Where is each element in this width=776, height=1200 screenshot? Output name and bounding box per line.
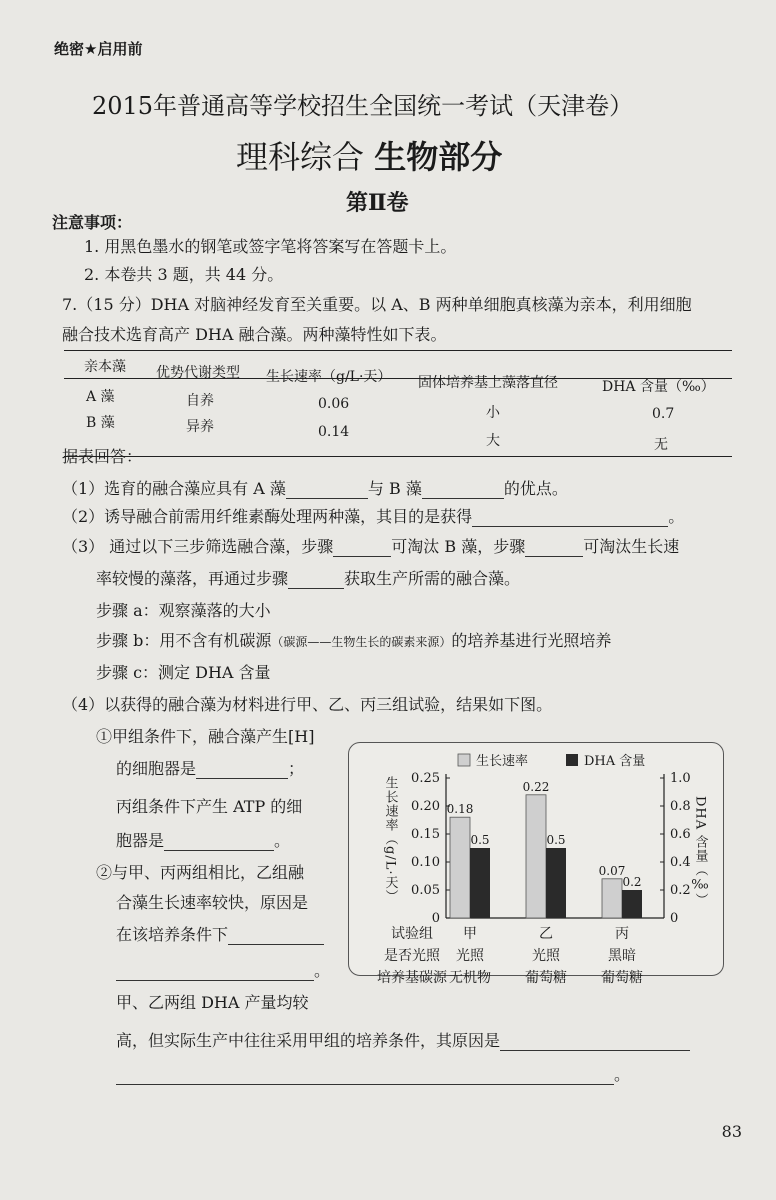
table-header: 亲本藻	[84, 359, 126, 375]
q4-part2-line4	[116, 958, 330, 981]
q4-text: 。	[274, 831, 291, 850]
q4-part1-line4	[116, 828, 290, 851]
category-label: 甲	[463, 926, 477, 942]
right-axis-tick-label: 0.2	[670, 883, 691, 898]
legend-swatch-growth	[458, 754, 470, 766]
data-label-growth: 0.07	[598, 863, 626, 878]
right-axis-tick-label: 1.0	[670, 771, 691, 786]
question-3-line2	[96, 566, 520, 589]
q4-part1-line3: 丙组条件下产生 ATP 的细	[116, 797, 303, 816]
note-item-1: 1. 用黑色墨水的钢笔或签字笔将答案写在答题卡上。	[84, 237, 457, 256]
category-carbon-label: 无机物	[449, 970, 491, 986]
q4-text: 胞器是	[116, 831, 165, 850]
q3-text-d: 率较慢的藻落，再通过步骤	[96, 569, 289, 588]
q2-text-a: （2）诱导融合前需用纤维素酶处理两种藻，其目的是获得	[62, 507, 473, 526]
data-label-dha: 0.5	[470, 833, 490, 847]
row-label: 培养基碳源	[377, 970, 447, 986]
q1-answer-blank-2[interactable]	[422, 482, 504, 499]
legend-label-dha: DHA 含量	[584, 754, 646, 769]
data-label-growth: 0.18	[446, 802, 474, 817]
right-axis-tick-label: 0.6	[670, 827, 691, 842]
data-label-dha: 0.5	[546, 833, 566, 847]
left-axis-label: 生长速率（g/L·天）	[382, 776, 398, 904]
q4-answer-blank-5[interactable]	[500, 1034, 690, 1051]
q4-text: 。	[314, 961, 331, 980]
q4-part2-line3	[116, 922, 324, 945]
answer-prompt: 据表回答：	[62, 447, 143, 466]
left-axis-tick-label: 0.05	[411, 883, 440, 898]
table-header: 生长速率（g/L·天）	[266, 369, 392, 385]
step-c: 步骤 c：测定 DHA 含量	[96, 663, 271, 682]
q4-part2-line1: ②与甲、丙两组相比，乙组融	[96, 863, 305, 882]
q4-text: 高，但实际生产中往往采用甲组的培养条件，其原因是	[116, 1031, 501, 1050]
confidential-label: 绝密★启用前	[54, 40, 143, 58]
q4-part3-line1: 甲、乙两组 DHA 产量均较	[116, 993, 309, 1012]
section-name: 生物部分	[374, 138, 503, 176]
right-axis-tick-label: 0.8	[670, 799, 691, 814]
step-b	[96, 628, 611, 651]
legend-label-growth: 生长速率	[476, 754, 529, 769]
table-header: 优势代谢类型	[156, 365, 240, 381]
right-axis-label: DHA 含量（‰）	[692, 796, 708, 908]
q3-answer-blank-3[interactable]	[288, 572, 344, 589]
bar-growth-rate	[450, 817, 470, 918]
question-1	[62, 476, 568, 499]
table-cell: 0.7	[652, 406, 675, 422]
q4-answer-blank-4[interactable]	[116, 964, 314, 981]
q3-text-c: 可淘汰生长速	[583, 537, 680, 556]
q1-text-a: （1）选育的融合藻应具有 A 藻	[62, 479, 286, 498]
q4-answer-blank-2[interactable]	[164, 834, 274, 851]
right-axis-tick-label: 0.4	[670, 855, 691, 870]
table-cell: 异养	[186, 419, 214, 435]
table-cell: B 藻	[86, 415, 115, 431]
page-number: 83	[721, 1122, 742, 1141]
exam-title: 2015年普通高等学校招生全国统一考试（天津卷）	[92, 92, 634, 120]
left-axis-tick-label: 0	[431, 911, 440, 926]
subject-title	[236, 132, 502, 178]
table-cell: 0.14	[318, 424, 350, 440]
left-axis-tick-label: 0.20	[411, 799, 440, 814]
q3-text-b: 可淘汰 B 藻，步骤	[391, 537, 526, 556]
results-chart	[340, 740, 740, 1000]
bar-growth-rate	[602, 879, 622, 918]
category-light-label: 光照	[532, 948, 560, 964]
q4-text: 的细胞器是	[116, 759, 197, 778]
category-light-label: 光照	[456, 948, 484, 964]
category-light-label: 黑暗	[608, 948, 636, 964]
bar-dha-content	[622, 890, 642, 918]
q7-intro-line1: 7.（15 分）DHA 对脑神经发育至关重要。以 A、B 两种单细胞真核藻为亲本，利用细胞	[62, 295, 692, 314]
step-b-text: 步骤 b：用不含有机碳源	[96, 631, 272, 650]
legend-swatch-dha	[566, 754, 578, 766]
step-a: 步骤 a：观察藻落的大小	[96, 601, 271, 620]
q4-text: 。	[614, 1065, 631, 1084]
q4-answer-blank-3[interactable]	[228, 928, 324, 945]
bar-growth-rate	[526, 795, 546, 918]
question-2	[62, 504, 684, 527]
q3-answer-blank-2[interactable]	[525, 540, 583, 557]
q1-answer-blank-1[interactable]	[286, 482, 368, 499]
q4-answer-blank-6[interactable]	[116, 1068, 614, 1085]
q4-part3-line2	[116, 1028, 690, 1051]
category-carbon-label: 葡萄糖	[525, 970, 567, 986]
subject-name: 理科综合	[236, 138, 365, 176]
left-axis-tick-label: 0.15	[411, 827, 440, 842]
row-label: 试验组	[391, 926, 433, 942]
category-label: 丙	[615, 926, 629, 942]
table-bottom-rule	[64, 456, 732, 457]
q4-answer-blank-1[interactable]	[196, 762, 288, 779]
notes-heading: 注意事项：	[52, 213, 133, 232]
q3-answer-blank-1[interactable]	[333, 540, 391, 557]
volume-title: 第Ⅱ卷	[346, 190, 409, 216]
question-4-intro: （4）以获得的融合藻为材料进行甲、乙、丙三组试验，结果如下图。	[62, 695, 553, 714]
data-label-dha: 0.2	[622, 875, 642, 889]
table-cell: 无	[654, 437, 668, 453]
note-item-2: 2. 本卷共 3 题，共 44 分。	[84, 265, 284, 284]
q1-text-c: 的优点。	[503, 479, 568, 498]
table-cell: 自养	[186, 393, 214, 409]
q4-part1-line1: ①甲组条件下，融合藻产生[H]	[96, 727, 315, 746]
table-header: 固体培养基上藻落直径	[418, 375, 558, 391]
table-header: DHA 含量（‰）	[602, 379, 715, 395]
q3-text-a: （3） 通过以下三步筛选融合藻，步骤	[62, 537, 334, 556]
table-cell: 小	[486, 405, 500, 421]
right-axis-tick-label: 0	[670, 911, 679, 926]
table-top-rule	[64, 350, 732, 351]
q4-text: ；	[288, 759, 305, 778]
q4-part3-line3	[116, 1062, 630, 1085]
q4-part2-line2: 合藻生长速率较快，原因是	[116, 893, 309, 912]
step-b-text-end: 的培养基进行光照培养	[451, 631, 612, 650]
q4-part1-line2	[116, 756, 304, 779]
step-b-note: （碳源——生物生长的碳素来源）	[271, 635, 452, 649]
q2-answer-blank[interactable]	[472, 510, 668, 527]
table-cell: 大	[486, 433, 500, 449]
q1-text-b: 与 B 藻	[367, 479, 422, 498]
category-carbon-label: 葡萄糖	[601, 970, 643, 986]
left-axis-tick-label: 0.10	[411, 855, 440, 870]
bar-dha-content	[546, 848, 566, 918]
question-3-line1	[62, 534, 679, 557]
bar-dha-content	[470, 848, 490, 918]
q3-text-e: 获取生产所需的融合藻。	[344, 569, 521, 588]
left-axis-tick-label: 0.25	[411, 771, 440, 786]
table-cell: 0.06	[318, 396, 350, 412]
data-label-growth: 0.22	[522, 779, 550, 794]
row-label: 是否光照	[384, 948, 440, 964]
category-label: 乙	[539, 926, 553, 942]
q2-text-b: 。	[668, 507, 685, 526]
q7-intro-line2: 融合技术选育高产 DHA 融合藻。两种藻特性如下表。	[62, 325, 447, 344]
table-cell: A 藻	[86, 389, 115, 405]
q4-text: 在该培养条件下	[116, 925, 229, 944]
